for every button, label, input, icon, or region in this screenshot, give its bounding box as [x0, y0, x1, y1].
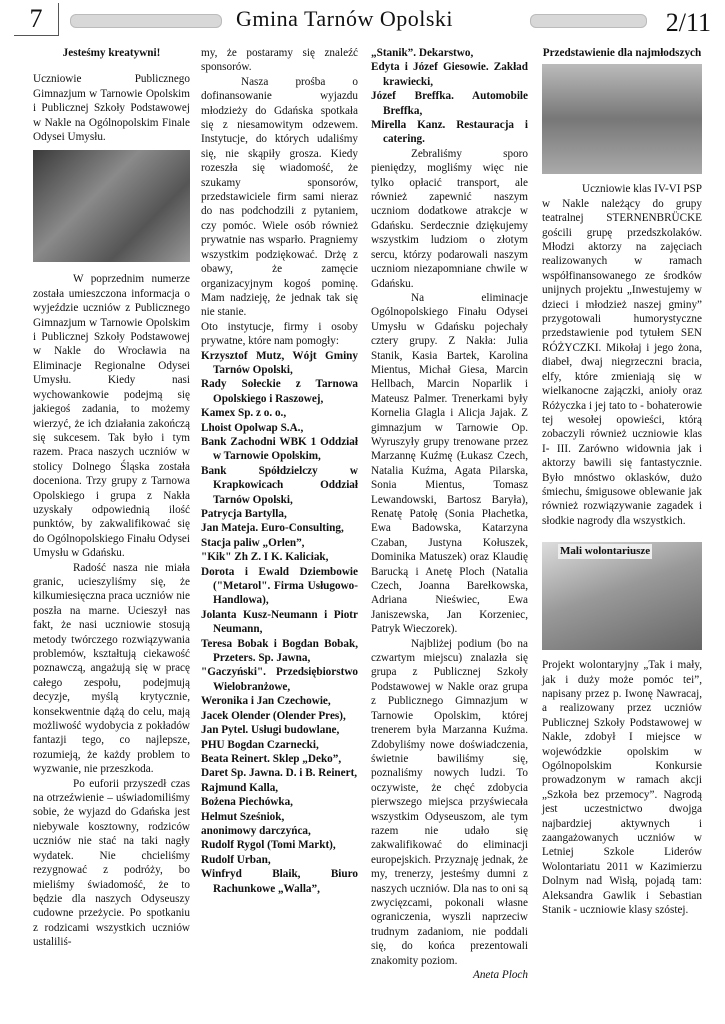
list-item: Bożena Piechówka, — [201, 796, 293, 809]
list-item: PHU Bogdan Czarnecki, — [201, 738, 319, 751]
list-item: Rajmund Kalla, — [201, 781, 279, 794]
list-item: anonimowy darczyńca, — [201, 824, 311, 837]
header-decor-bar-right — [530, 14, 647, 28]
list-item: Edyta i Józef Giesowie. Zakład krawiecki, — [371, 61, 528, 88]
list-item: Patrycja Bartylla, — [201, 508, 287, 520]
column-4 — [542, 46, 702, 917]
list-item: Winfryd Blaik, Biuro Rachunkowe „Walla”, — [201, 868, 358, 895]
article-paragraph: Po euforii przyszedł czas na otrzeźwienie – uświadomiliśmy sobie, że wyjazd do Gdańska jest niebywale kosztowny, rodziców uczniów nie stać na taki nagły wydatek. Nie chcieliśmy rezygnować z podróży, bo mieliśmy świadomość, że to będzie dla naszych Odyseuszy cudowne przeżycie. Po spotkaniu z rodzicami wszystkich uczniów ustaliliś- — [33, 777, 190, 949]
list-item: „Stanik”. Dekarstwo, — [371, 47, 474, 59]
list-item: Kamex Sp. z o. o., — [201, 407, 287, 420]
header-decor-bar-left — [70, 14, 222, 28]
article-paragraph: Nasza prośba o dofinansowanie wyjazdu młodzieży do Gdańska spotkała się z niesamowitym odzewem. Instytucje, do których udaliśmy się, nie skąpiły grosza. Kiedy rozeszła się wiadomość, że szukamy sponsorów, przedstawiciele firm sami nieraz do nas podchodzili z pytaniem, czy pomóc. Wiele osób również prywatnie nas wsparło. Pragniemy wszystkim podziękować. Drżę z obawy, że zamęcie organizacyjnym kogoś pominę. Mam nadzieję, że jednak tak się nie stanie. — [201, 75, 358, 319]
photo-volunteers — [542, 542, 702, 650]
article-paragraph: Oto instytucje, firmy i osoby prywatne, które nam pomogły: — [201, 320, 358, 348]
article-paragraph: my, że postaramy się znaleźć sponsorów. — [201, 47, 358, 74]
list-item: Jan Pytel. Usługi budowlane, — [201, 724, 340, 737]
list-item: Krzysztof Mutz, Wójt Gminy Tarnów Opolski, — [201, 349, 358, 376]
column-3 — [371, 46, 528, 982]
article-paragraph: Najbliżej podium (bo na czwartym miejscu) znalazła się grupa z Publicznej Szkoły Podstawowej w Nakle oraz grupa z Publicznego Gimnazjum w Tarnowie Opolskim, której trenerem była Marzanna Kuźma. Zdobyliśmy nowe doświadczenia, świetnie bawiliśmy się, poznaliśmy nowych ludzi. To oczywiste, że chęć zdobycia pierwszego miejsca przyświecała wszystkim Odyseuszom, ale tym razem nie udało się zakwalifikować do eliminacji europejskich. Przyznaję jednak, że my, trenerzy, jesteśmy dumni z naszych uczniów. Dla nas to oni są zwycięzcami, pokonali własne ograniczenia, wyszli naprzeciw trudnym zadaniom, nie poddali się, do końca prezentowali znakomity poziom. — [371, 637, 528, 967]
article-paragraph: Na eliminacje Ogólnopolskiego Finału Odysei Umysłu w Gdańsku pojechały cztery grupy. Z Nakła: Julia Stanik, Kasia Bartek, Karolina Mientus, Michał Giesa, Marcin Hellbach, Marcin Noparlik i Mateusz Palmer. Trenerkami były Kornelia Glagla i Alicja Jajak. Z gimnazjum w Tarnowie Op. Wyruszyły grupy trenowane przez Marzannę Kuźmę (Łukasz Czech, Natalia Kuźma, Agata Pilarska, Sonia Mientus, Tomasz Lewandowski, Bartosz Baryła), Renatę Patołę (Sonia Płachetka, Ewa Badowska, Katarzyna Czaban, Justyna Kołuszek, Dominika Matuszek) oraz Klaudię Barucką i Anetę Ploch (Natalia Czech, Joanna Barełkowska, Adriana Nieświec, Ewa Janiszewska, Jan Korzeniec, Patryk Wieczorek). — [371, 291, 528, 636]
photo-label: Mali wolontariusze — [560, 545, 651, 558]
list-item: Stacja paliw „Orlen”, — [201, 536, 305, 549]
list-item: Bank Spółdzielczy w Krapkowicach Oddział Tarnów Opolski, — [201, 464, 358, 506]
list-item: Józef Breffka. Automobile Breffka, — [371, 90, 528, 117]
list-item: Rudolf Urban, — [201, 853, 271, 866]
list-item: "Gaczyński". Przedsiębiorstwo Wielobranżowe, — [201, 666, 358, 693]
list-item: Rudolf Rygol (Tomi Markt), — [201, 839, 336, 852]
author-signature: Aneta Ploch — [473, 969, 528, 981]
list-item: Weronika i Jan Czechowie, — [201, 695, 331, 708]
sponsor-list — [201, 349, 358, 896]
article-paragraph: Radość nasza nie miała granic, ucieszyliśmy się, że kilkumiesięczna praca uczniów nie poszła na marne. Ucieszył nas fakt, że nasi uczniowie stosują metody twórczego rozwiązywania problemów, kształtują ciekawość poznawczą, angażują się w pracę całego zespołu, podejmują decyzje, myślą krytycznie, konsekwentnie dążą do celu, mają możliwość wydobycia z pokładów fantazji tego, co najlepsze, rozumieją, że każdy problem to wyzwanie, nie przeszkoda. — [33, 561, 190, 776]
list-item: Rady Sołeckie z Tarnowa Opolskiego i Raszowej, — [201, 378, 358, 405]
article-paragraph: W poprzednim numerze została umieszczona informacja o wyjeździe uczniów z Publicznego Gimnazjum w Tarnowie Opolskim i Publicznej Szkoły Podstawowej w Nakle do Wrocławia na Eliminacje Regionalne Odysei Umysłu. Kiedy nasi wychowankowie podejmą się jakiegoś zadania, to możemy wierzyć, że ich działania zakończą się sukcesem. Tak było i tym razem. Praca naszych uczniów w stolicy Dolnego Śląska została doceniona. Trzy grupy z Tarnowa Opolskiego i grupa z Nakła uzyskały odpowiednią ilość punktów, by zakwalifikować się do Ogólnopolskiego Finału Odysei Umysłu w Gdańsku. — [33, 273, 190, 560]
article-lead: Uczniowie Publicznego Gimnazjum w Tarnowie Opolskim i Publicznej Szkoły Podstawowej w Nakle na Ogólnopolskim Finale Odysei Umysłu. — [33, 73, 190, 144]
list-item: Jacek Olender (Olender Pres), — [201, 709, 346, 722]
list-item: Jan Mateja. Euro-Consulting, — [201, 522, 344, 535]
page-number-right: 2/11 — [665, 8, 711, 37]
column-2 — [201, 46, 358, 896]
list-item: Teresa Bobak i Bogdan Bobak, Przeters. Sp. Jawna, — [201, 637, 358, 665]
article-paragraph: Zebraliśmy sporo pieniędzy, mogliśmy więc nie tylko opłacić transport, ale również zapewnić naszym uczniom dodatkowe atrakcje w Gdańsku. Serdecznie dziękujemy wszystkim ludziom o złotym sercu, którzy podarowali naszym uczniom niezapomniane chwile w Gdańsku. — [371, 147, 528, 290]
article-paragraph: Projekt wolontaryjny „Tak i mały, jak i duży może pomóc tei”, napisany przez p. Iwonę Nawracaj, a realizowany przez uczniów Publicznej Szkoły Podstawowej w Nakle, zdobył I miejsce w wojewódzkie opolskim w Ogólnopolskim Konkursie prowadzonym w ramach akcji „Szkoła bez przemocy”. Nagrodą jest uczestnictwo dwojga najbardziej aktywnych i zaangażowanych uczniów w Letniej Szkole Liderów Wolontariatu 2011 w Kazimierzu Dolnym nad Wisłą, pojadą tam: Aleksandra Gawlik i Sebastian Stanik - uczniowie klasy szóstej. — [542, 659, 702, 917]
page-number-left: 7 — [14, 3, 59, 36]
photo-theatre — [542, 64, 702, 174]
article-paragraph: Uczniowie klas IV-VI PSP w Nakle należący do grupy teatralnej STERNENBRÜCKE gościli grupę przedszkolaków. Młodzi aktorzy na zajęciach realizowanych w ramach współfinansowanego ze środków unijnych projektu „Inwestujemy w dzieci i młodzież naszej gminy” przygotowali humorystyczne przedstawienie pod tytułem SEN RÓŻYCZKI. Mikołaj i jego żona, diabeł, dwaj niegrzeczni bracia, elfy, które zmieniają się w wielkanocne zajączki, anioły oraz Różyczka i jej tato to - bohaterowie tej wesołej opowieści, którą zobaczyli również uczniowie klas I- III. Zarówno widownia jak i aktorzy bawili się fantastycznie. Było mnóstwo oklasków, dużo śmiechu, śmigusowe oblewanie jak również rozwiązywanie zagadek i słodkie nagrody dla wszystkich. — [542, 183, 702, 527]
page-title: Gmina Tarnów Opolski — [236, 6, 454, 31]
list-item: Mirella Kanz. Restauracja i catering. — [371, 119, 528, 146]
article-title: Jesteśmy kreatywni! — [62, 47, 161, 59]
list-item: Jolanta Kusz-Neumann i Piotr Neumann, — [201, 608, 358, 636]
list-item: Daret Sp. Jawna. D. i B. Reinert, — [201, 767, 358, 780]
article-title-theatre: Przedstawienie dla najmłodszych — [542, 47, 702, 59]
photo-team — [33, 150, 190, 262]
list-item: "Kik" Zh Z. I K. Kaliciak, — [201, 551, 329, 564]
list-item: Dorota i Ewald Dziembowie ("Metarol". Firma Usługowo-Handlowa), — [201, 565, 358, 607]
list-item: Lhoist Opolwap S.A., — [201, 421, 304, 434]
sponsor-list-continued — [371, 46, 528, 147]
list-item: Bank Zachodni WBK 1 Oddział w Tarnowie Opolskim, — [201, 435, 358, 463]
list-item: Helmut Sześniok, — [201, 810, 285, 823]
column-1 — [33, 46, 190, 950]
list-item: Beata Reinert. Sklep „Deko”, — [201, 752, 342, 765]
